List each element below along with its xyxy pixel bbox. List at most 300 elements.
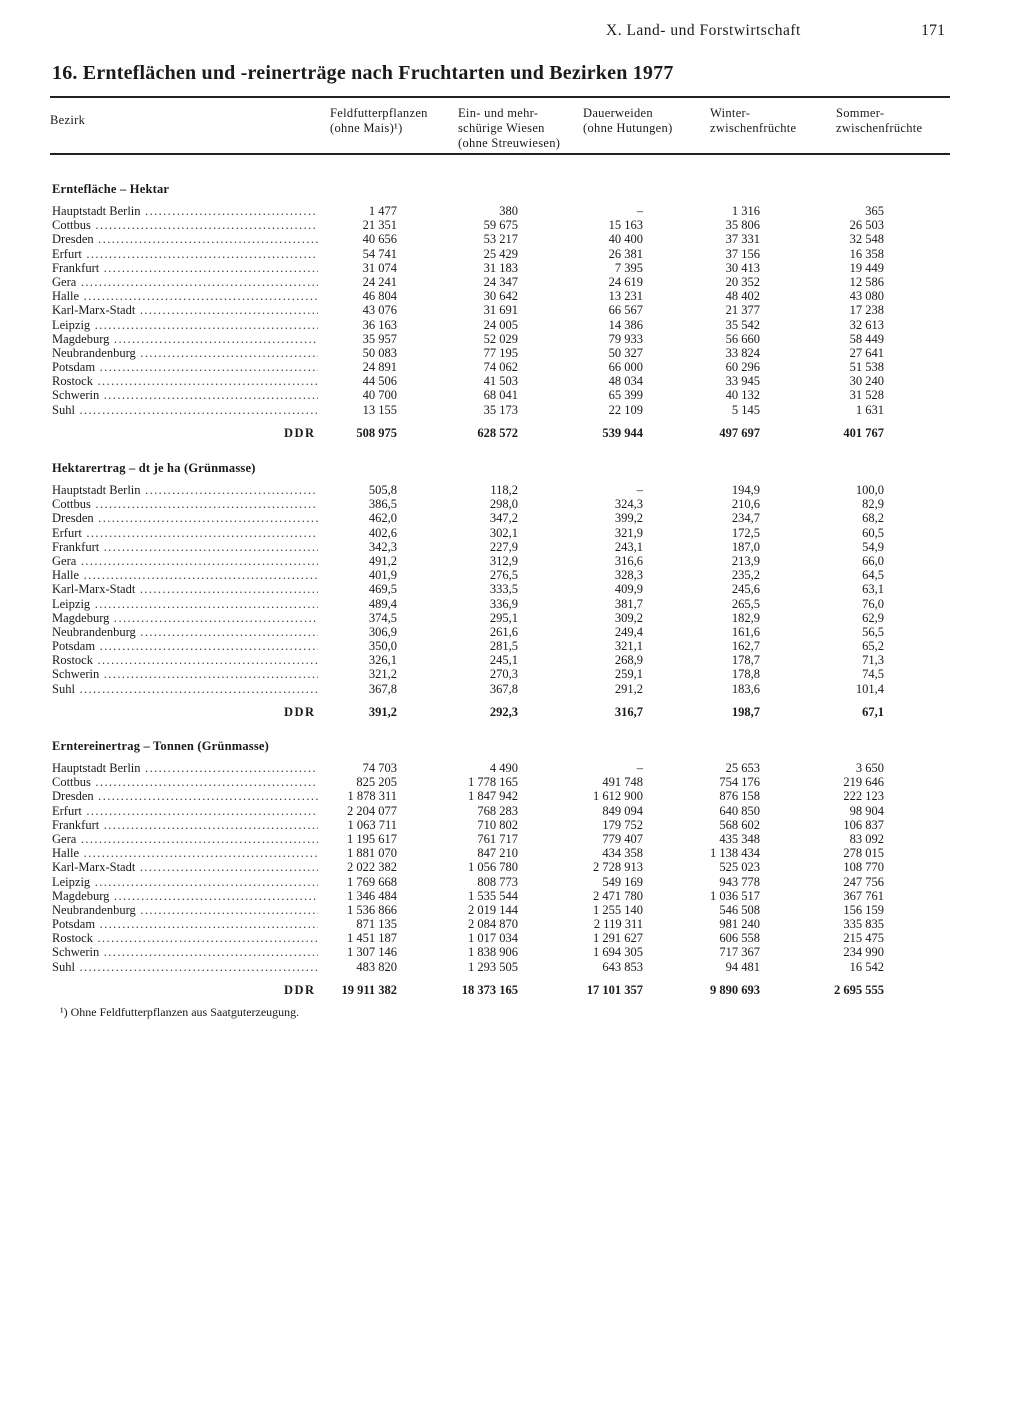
table-cell: 40 700 bbox=[362, 388, 397, 403]
table-cell: 1 778 165 bbox=[468, 775, 518, 790]
table-cell: 309,2 bbox=[614, 610, 643, 625]
table-cell: 27 641 bbox=[849, 345, 884, 360]
table-cell: 754 176 bbox=[719, 775, 760, 790]
table-cell: 1 063 711 bbox=[347, 817, 397, 832]
table-cell: 156 159 bbox=[843, 902, 884, 917]
table-cell: 1 536 866 bbox=[347, 902, 397, 917]
bezirk-name: Schwerin ..... bbox=[52, 388, 318, 402]
table-cell: 469,5 bbox=[368, 582, 397, 597]
table-cell: 79 933 bbox=[608, 331, 643, 346]
table-cell: 83 092 bbox=[849, 831, 884, 846]
table-cell: 1 017 034 bbox=[468, 931, 518, 946]
table-cell: 43 076 bbox=[362, 303, 397, 318]
table-cell: 66,0 bbox=[862, 553, 884, 568]
table-cell: 37 156 bbox=[725, 246, 760, 261]
table-cell: 26 503 bbox=[849, 218, 884, 233]
bezirk-name: Halle ..... bbox=[52, 846, 318, 860]
bezirk-name: Leipzig ..... bbox=[52, 318, 318, 332]
table-cell: 179 752 bbox=[602, 817, 643, 832]
table-cell: 278 015 bbox=[843, 846, 884, 861]
table-cell: 24 619 bbox=[608, 274, 643, 289]
table-cell: 1 291 627 bbox=[593, 931, 643, 946]
bezirk-name: Karl-Marx-Stadt ..... bbox=[52, 303, 318, 317]
table-row bbox=[0, 653, 1024, 667]
table-cell: 234,7 bbox=[731, 511, 760, 526]
table-cell: 374,5 bbox=[368, 610, 397, 625]
table-cell: 871 135 bbox=[356, 917, 397, 932]
table-cell: 2 084 870 bbox=[468, 917, 518, 932]
table-cell: 32 548 bbox=[849, 232, 884, 247]
table-cell: 259,1 bbox=[614, 667, 643, 682]
table-cell: 1 881 070 bbox=[347, 846, 397, 861]
bezirk-name: Dresden ..... bbox=[52, 511, 318, 525]
table-row bbox=[0, 761, 1024, 775]
bezirk-name: Erfurt ..... bbox=[52, 804, 318, 818]
table-cell: 19 449 bbox=[849, 260, 884, 275]
bezirk-name: Cottbus ..... bbox=[52, 218, 318, 232]
table-cell: 25 653 bbox=[725, 761, 760, 775]
table-cell: 316,6 bbox=[614, 553, 643, 568]
total-cell: 628 572 bbox=[477, 425, 518, 440]
table-row bbox=[0, 388, 1024, 402]
table-cell: 261,6 bbox=[489, 624, 518, 639]
table-cell: 59 675 bbox=[483, 218, 518, 233]
table-cell: 44 506 bbox=[362, 374, 397, 389]
table-cell: 302,1 bbox=[489, 525, 518, 540]
table-cell: 31 074 bbox=[362, 260, 397, 275]
table-row bbox=[0, 218, 1024, 232]
table-cell: 295,1 bbox=[489, 610, 518, 625]
bezirk-name: Halle ..... bbox=[52, 289, 318, 303]
total-label: DDR bbox=[284, 982, 316, 997]
table-cell: 1 346 484 bbox=[347, 888, 397, 903]
table-cell: 546 508 bbox=[719, 902, 760, 917]
table-cell: 606 558 bbox=[719, 931, 760, 946]
table-cell: 52 029 bbox=[483, 331, 518, 346]
table-cell: 65,2 bbox=[862, 639, 884, 654]
column-header-feldfutterpflanzen bbox=[330, 106, 428, 136]
table-cell: 48 034 bbox=[608, 374, 643, 389]
table-cell: 68,2 bbox=[862, 511, 884, 526]
table-cell: 56 660 bbox=[725, 331, 760, 346]
table-cell: 62,9 bbox=[862, 610, 884, 625]
table-row bbox=[0, 903, 1024, 917]
total-cell: 67,1 bbox=[862, 704, 884, 719]
table-row bbox=[0, 945, 1024, 959]
table-cell: 35 806 bbox=[725, 218, 760, 233]
table-cell: 717 367 bbox=[719, 945, 760, 960]
table-cell: 324,3 bbox=[614, 497, 643, 512]
table-cell: 5 145 bbox=[731, 402, 760, 417]
table-cell: 68 041 bbox=[483, 388, 518, 403]
table-cell: 247 756 bbox=[843, 874, 884, 889]
bezirk-name: Potsdam ..... bbox=[52, 917, 318, 931]
total-cell: 198,7 bbox=[731, 704, 760, 719]
running-head bbox=[0, 22, 1024, 46]
table-cell: 347,2 bbox=[489, 511, 518, 526]
table-cell: 66 567 bbox=[608, 303, 643, 318]
table-cell: 17 238 bbox=[849, 303, 884, 318]
table-row bbox=[0, 403, 1024, 417]
table-cell: 381,7 bbox=[614, 596, 643, 611]
table-cell: 74,5 bbox=[862, 667, 884, 682]
total-row bbox=[0, 704, 1024, 720]
table-row bbox=[0, 931, 1024, 945]
table-cell: 60,5 bbox=[862, 525, 884, 540]
table-cell: 35 957 bbox=[362, 331, 397, 346]
table-row bbox=[0, 247, 1024, 261]
bezirk-name: Suhl ..... bbox=[52, 682, 318, 696]
bezirk-name: Neubrandenburg ..... bbox=[52, 625, 318, 639]
table-cell: 386,5 bbox=[368, 497, 397, 512]
bezirk-name: Karl-Marx-Stadt ..... bbox=[52, 582, 318, 596]
table-row bbox=[0, 875, 1024, 889]
table-cell: 32 613 bbox=[849, 317, 884, 332]
table-cell: 326,1 bbox=[368, 653, 397, 668]
table-cell: 1 838 906 bbox=[468, 945, 518, 960]
table-cell: 219 646 bbox=[843, 775, 884, 790]
table-cell: 350,0 bbox=[368, 639, 397, 654]
page-number: 171 bbox=[921, 22, 945, 39]
bezirk-name: Neubrandenburg ..... bbox=[52, 346, 318, 360]
total-cell: 391,2 bbox=[368, 704, 397, 719]
table-cell: 710 802 bbox=[477, 817, 518, 832]
bezirk-name: Suhl ..... bbox=[52, 960, 318, 974]
table-cell: 265,5 bbox=[731, 596, 760, 611]
table-cell: 1 612 900 bbox=[593, 789, 643, 804]
bezirk-name: Potsdam ..... bbox=[52, 639, 318, 653]
total-cell: 292,3 bbox=[489, 704, 518, 719]
total-row bbox=[0, 425, 1024, 441]
table-cell: 63,1 bbox=[862, 582, 884, 597]
footnote: ¹) Ohne Feldfutterpflanzen aus Saatguterzeugung. bbox=[60, 1005, 300, 1019]
table-row bbox=[0, 582, 1024, 596]
table-cell: 761 717 bbox=[477, 831, 518, 846]
table-row bbox=[0, 303, 1024, 317]
table-cell: 40 656 bbox=[362, 232, 397, 247]
table-cell: 213,9 bbox=[731, 553, 760, 568]
header-line: Winter- bbox=[710, 106, 751, 120]
table-cell: 402,6 bbox=[368, 525, 397, 540]
table-cell: 182,9 bbox=[731, 610, 760, 625]
table-cell: 35 542 bbox=[725, 317, 760, 332]
table-cell: 312,9 bbox=[489, 553, 518, 568]
total-label: DDR bbox=[284, 704, 316, 719]
table-cell: 77 195 bbox=[483, 345, 518, 360]
top-rule bbox=[50, 96, 950, 98]
table-cell: 65 399 bbox=[608, 388, 643, 403]
block-rows bbox=[0, 761, 1024, 998]
total-row bbox=[0, 982, 1024, 998]
block-title: Hektarertrag – dt je ha (Grünmasse) bbox=[52, 461, 256, 475]
table-row bbox=[0, 889, 1024, 903]
table-cell: 74 062 bbox=[483, 360, 518, 375]
table-cell: 1 036 517 bbox=[710, 888, 760, 903]
total-cell: 539 944 bbox=[602, 425, 643, 440]
bezirk-name: Erfurt ..... bbox=[52, 247, 318, 261]
table-cell: 243,1 bbox=[614, 539, 643, 554]
table-cell: 1 631 bbox=[855, 402, 884, 417]
column-header-dauerweiden bbox=[583, 106, 673, 136]
total-cell: 9 890 693 bbox=[710, 982, 760, 997]
table-cell: 94 481 bbox=[725, 959, 760, 974]
table-row bbox=[0, 568, 1024, 582]
table-cell: 30 642 bbox=[483, 289, 518, 304]
table-cell: 268,9 bbox=[614, 653, 643, 668]
table-cell: 46 804 bbox=[362, 289, 397, 304]
table-row bbox=[0, 804, 1024, 818]
table-cell: 66 000 bbox=[608, 360, 643, 375]
table-cell: 24 241 bbox=[362, 274, 397, 289]
table-cell: 2 022 382 bbox=[347, 860, 397, 875]
table-cell: 321,9 bbox=[614, 525, 643, 540]
table-cell: 178,8 bbox=[731, 667, 760, 682]
table-cell: 245,1 bbox=[489, 653, 518, 668]
table-cell: 328,3 bbox=[614, 568, 643, 583]
table-cell: 41 503 bbox=[483, 374, 518, 389]
table-cell: 40 132 bbox=[725, 388, 760, 403]
table-row bbox=[0, 682, 1024, 696]
header-line: (ohne Hutungen) bbox=[583, 121, 673, 135]
table-cell: 491,2 bbox=[368, 553, 397, 568]
bezirk-name: Schwerin ..... bbox=[52, 945, 318, 959]
table-row bbox=[0, 639, 1024, 653]
table-row bbox=[0, 526, 1024, 540]
table-cell: 37 331 bbox=[725, 232, 760, 247]
table-cell: 24 347 bbox=[483, 274, 518, 289]
table-row bbox=[0, 832, 1024, 846]
table-cell: 227,9 bbox=[489, 539, 518, 554]
table-cell: 245,6 bbox=[731, 582, 760, 597]
table-cell: 48 402 bbox=[725, 289, 760, 304]
table-cell: 1 316 bbox=[731, 204, 760, 218]
table-cell: 20 352 bbox=[725, 274, 760, 289]
bezirk-name: Cottbus ..... bbox=[52, 775, 318, 789]
table-cell: 25 429 bbox=[483, 246, 518, 261]
table-cell: 51 538 bbox=[849, 360, 884, 375]
table-cell: 13 231 bbox=[608, 289, 643, 304]
bezirk-name: Frankfurt ..... bbox=[52, 540, 318, 554]
bezirk-name: Rostock ..... bbox=[52, 374, 318, 388]
block-rows bbox=[0, 483, 1024, 720]
bezirk-name: Magdeburg ..... bbox=[52, 889, 318, 903]
table-cell: 194,9 bbox=[731, 483, 760, 497]
table-cell: 399,2 bbox=[614, 511, 643, 526]
column-header-sommerzwischenfruechte bbox=[836, 106, 922, 136]
table-row bbox=[0, 597, 1024, 611]
table-cell: 3 650 bbox=[855, 761, 884, 775]
table-cell: 768 283 bbox=[477, 803, 518, 818]
table-cell: – bbox=[636, 761, 643, 775]
table-cell: 187,0 bbox=[731, 539, 760, 554]
table-cell: – bbox=[636, 483, 643, 497]
table-row bbox=[0, 818, 1024, 832]
table-cell: 24 005 bbox=[483, 317, 518, 332]
total-cell: 18 373 165 bbox=[461, 982, 518, 997]
table-cell: 234 990 bbox=[843, 945, 884, 960]
table-row bbox=[0, 775, 1024, 789]
bezirk-name: Leipzig ..... bbox=[52, 597, 318, 611]
table-cell: 2 119 311 bbox=[593, 917, 643, 932]
table-cell: 36 163 bbox=[362, 317, 397, 332]
table-cell: 15 163 bbox=[608, 218, 643, 233]
table-row bbox=[0, 497, 1024, 511]
header-line: Ein- und mehr- bbox=[458, 106, 539, 120]
table-cell: 981 240 bbox=[719, 917, 760, 932]
section-title: X. Land- und Forstwirtschaft bbox=[606, 22, 801, 39]
table-title: 16. Ernteflächen und -reinerträge nach Fruchtarten und Bezirken 1977 bbox=[52, 62, 674, 84]
table-cell: 26 381 bbox=[608, 246, 643, 261]
table-cell: 31 183 bbox=[483, 260, 518, 275]
table-cell: 64,5 bbox=[862, 568, 884, 583]
total-cell: 19 911 382 bbox=[341, 982, 397, 997]
header-line: zwischenfrüchte bbox=[710, 121, 797, 135]
table-cell: 54 741 bbox=[362, 246, 397, 261]
table-cell: 58 449 bbox=[849, 331, 884, 346]
block-title: Erntefläche – Hektar bbox=[52, 182, 170, 196]
table-cell: 43 080 bbox=[849, 289, 884, 304]
table-row bbox=[0, 846, 1024, 860]
table-cell: 118,2 bbox=[490, 483, 518, 497]
table-cell: 53 217 bbox=[483, 232, 518, 247]
table-cell: 336,9 bbox=[489, 596, 518, 611]
table-cell: 31 528 bbox=[849, 388, 884, 403]
header-line: (ohne Streuwiesen) bbox=[458, 136, 561, 150]
total-cell: 2 695 555 bbox=[834, 982, 884, 997]
table-cell: 50 327 bbox=[608, 345, 643, 360]
table-cell: 462,0 bbox=[368, 511, 397, 526]
table-cell: 98 904 bbox=[849, 803, 884, 818]
table-cell: 270,3 bbox=[489, 667, 518, 682]
table-cell: 1 535 544 bbox=[468, 888, 518, 903]
table-cell: 1 451 187 bbox=[347, 931, 397, 946]
table-row bbox=[0, 511, 1024, 525]
table-cell: 1 307 146 bbox=[347, 945, 397, 960]
table-cell: 12 586 bbox=[849, 274, 884, 289]
table-cell: 21 351 bbox=[362, 218, 397, 233]
bezirk-name: Leipzig ..... bbox=[52, 875, 318, 889]
table-row bbox=[0, 261, 1024, 275]
table-cell: 2 471 780 bbox=[593, 888, 643, 903]
table-cell: 56,5 bbox=[862, 624, 884, 639]
bezirk-name: Magdeburg ..... bbox=[52, 611, 318, 625]
table-cell: 1 878 311 bbox=[347, 789, 397, 804]
table-cell: 568 602 bbox=[719, 817, 760, 832]
table-cell: 1 195 617 bbox=[347, 831, 397, 846]
table-cell: 847 210 bbox=[477, 846, 518, 861]
table-row bbox=[0, 960, 1024, 974]
table-cell: 333,5 bbox=[489, 582, 518, 597]
table-cell: 943 778 bbox=[719, 874, 760, 889]
table-cell: 276,5 bbox=[489, 568, 518, 583]
bezirk-name: Rostock ..... bbox=[52, 931, 318, 945]
table-cell: 60 296 bbox=[725, 360, 760, 375]
table-cell: 435 348 bbox=[719, 831, 760, 846]
table-cell: 291,2 bbox=[614, 681, 643, 696]
bezirk-name: Neubrandenburg ..... bbox=[52, 903, 318, 917]
table-cell: 549 169 bbox=[602, 874, 643, 889]
table-cell: 13 155 bbox=[362, 402, 397, 417]
table-row bbox=[0, 554, 1024, 568]
table-cell: 30 413 bbox=[725, 260, 760, 275]
total-label: DDR bbox=[284, 425, 316, 440]
bezirk-name: Karl-Marx-Stadt ..... bbox=[52, 860, 318, 874]
table-cell: 306,9 bbox=[368, 624, 397, 639]
table-row bbox=[0, 346, 1024, 360]
table-cell: 22 109 bbox=[608, 402, 643, 417]
table-row bbox=[0, 917, 1024, 931]
table-cell: 640 850 bbox=[719, 803, 760, 818]
table-cell: 321,2 bbox=[368, 667, 397, 682]
table-row bbox=[0, 667, 1024, 681]
bezirk-name: Potsdam ..... bbox=[52, 360, 318, 374]
table-cell: 489,4 bbox=[368, 596, 397, 611]
bezirk-name: Suhl ..... bbox=[52, 403, 318, 417]
bezirk-name: Hauptstadt Berlin ..... bbox=[52, 483, 318, 497]
bezirk-name: Schwerin ..... bbox=[52, 667, 318, 681]
block-rows bbox=[0, 204, 1024, 441]
table-cell: 33 945 bbox=[725, 374, 760, 389]
table-cell: 16 358 bbox=[849, 246, 884, 261]
table-cell: 367 761 bbox=[843, 888, 884, 903]
table-cell: 30 240 bbox=[849, 374, 884, 389]
table-row bbox=[0, 332, 1024, 346]
table-row bbox=[0, 275, 1024, 289]
table-row bbox=[0, 483, 1024, 497]
bezirk-name: Hauptstadt Berlin ..... bbox=[52, 761, 318, 775]
table-cell: 82,9 bbox=[862, 497, 884, 512]
table-cell: 367,8 bbox=[368, 681, 397, 696]
table-cell: 434 358 bbox=[602, 846, 643, 861]
table-cell: 101,4 bbox=[855, 681, 884, 696]
bezirk-name: Frankfurt ..... bbox=[52, 261, 318, 275]
table-cell: 1 255 140 bbox=[593, 902, 643, 917]
table-cell: 1 138 434 bbox=[710, 846, 760, 861]
table-cell: 342,3 bbox=[368, 539, 397, 554]
table-cell: 21 377 bbox=[725, 303, 760, 318]
table-cell: 24 891 bbox=[362, 360, 397, 375]
table-row bbox=[0, 374, 1024, 388]
bezirk-name: Erfurt ..... bbox=[52, 526, 318, 540]
table-cell: 1 293 505 bbox=[468, 959, 518, 974]
bezirk-name: Rostock ..... bbox=[52, 653, 318, 667]
table-cell: 178,7 bbox=[731, 653, 760, 668]
table-row bbox=[0, 625, 1024, 639]
bezirk-name: Dresden ..... bbox=[52, 232, 318, 246]
table-cell: 409,9 bbox=[614, 582, 643, 597]
bezirk-name: Dresden ..... bbox=[52, 789, 318, 803]
table-cell: 643 853 bbox=[602, 959, 643, 974]
table-cell: 71,3 bbox=[862, 653, 884, 668]
table-cell: 108 770 bbox=[843, 860, 884, 875]
table-cell: 2 728 913 bbox=[593, 860, 643, 875]
column-header-winterzwischenfruechte bbox=[710, 106, 796, 136]
table-cell: 365 bbox=[865, 204, 884, 218]
table-cell: 74 703 bbox=[362, 761, 397, 775]
table-cell: 76,0 bbox=[862, 596, 884, 611]
table-row bbox=[0, 232, 1024, 246]
header-line: Sommer- bbox=[836, 106, 885, 120]
table-cell: 525 023 bbox=[719, 860, 760, 875]
table-cell: 321,1 bbox=[614, 639, 643, 654]
table-cell: 161,6 bbox=[731, 624, 760, 639]
bezirk-name: Gera ..... bbox=[52, 275, 318, 289]
table-cell: 2 204 077 bbox=[347, 803, 397, 818]
table-cell: 2 019 144 bbox=[468, 902, 518, 917]
table-cell: 54,9 bbox=[862, 539, 884, 554]
table-cell: 825 205 bbox=[356, 775, 397, 790]
table-row bbox=[0, 860, 1024, 874]
